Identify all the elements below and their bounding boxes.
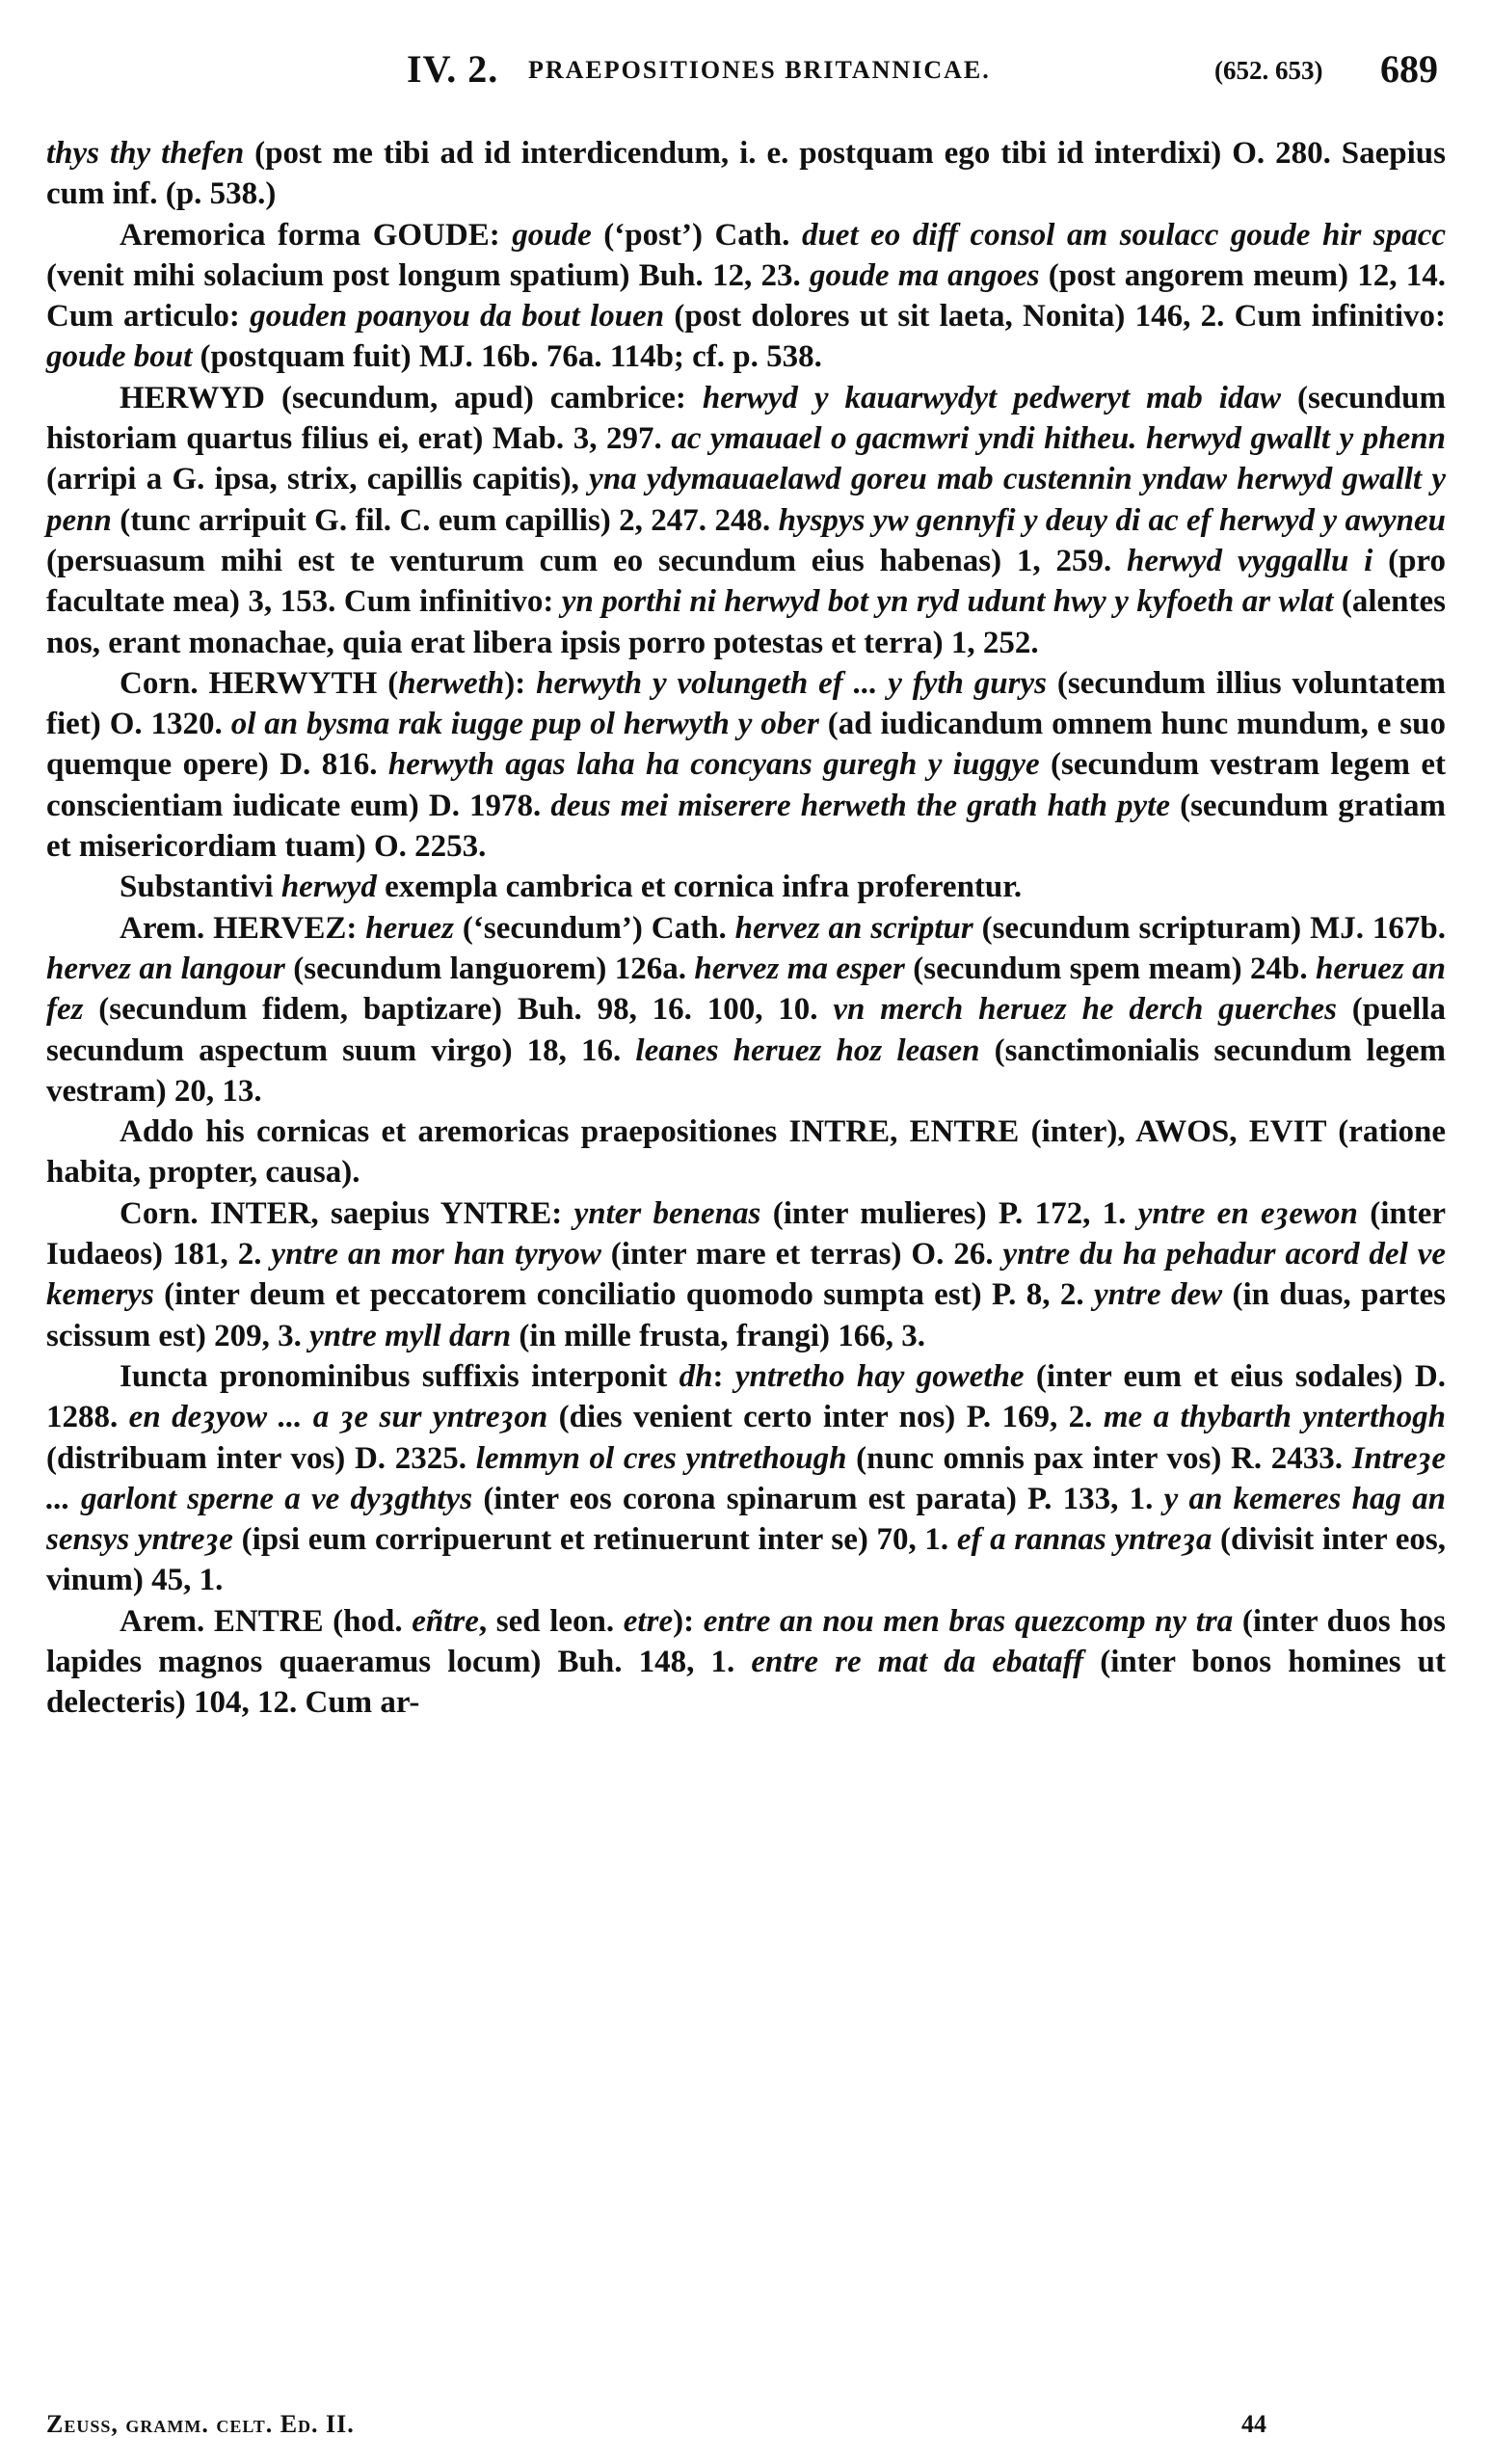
gloss-text: (pro facultate mea) 3, 153. Cum infinitivo:	[46, 543, 1446, 620]
gloss-text: (inter eos corona spinarum est parata) P. 133, 1.	[472, 1481, 1164, 1516]
example-text: ol an bysma rak iugge pup ol herwyth y ober	[230, 707, 819, 742]
example-text: yn porthi ni herwyd bot yn ryd udunt hwy y kyfoeth ar wlat	[561, 584, 1334, 620]
gloss-text: Corn. INTER, saepius YNTRE:	[120, 1195, 574, 1231]
paragraph	[46, 1193, 1446, 1356]
gloss-text: (‘post’) Cath.	[591, 217, 802, 253]
example-text: hervez ma esper	[694, 951, 905, 986]
example-text: me a thybarth ynterthogh	[1103, 1400, 1446, 1435]
gloss-text: (postquam fuit) MJ. 16b. 76a. 114b; cf. p. 538.	[192, 339, 822, 375]
paragraph	[46, 867, 1446, 907]
example-text: yntretho hay gowethe	[734, 1358, 1025, 1394]
gloss-text: (inter Iudaeos) 181, 2.	[46, 1195, 1446, 1272]
gloss-text: (venit mihi solacium post longum spatium) Buh. 12, 23.	[46, 257, 810, 293]
example-text: yntre du ha pehadur acord del ve kemerys	[46, 1237, 1446, 1313]
example-text: hervez an langour	[46, 951, 285, 986]
example-text: heruez	[365, 910, 454, 946]
running-header	[46, 46, 1446, 104]
gloss-text: (dies venient certo inter nos) P. 169, 2.	[547, 1400, 1104, 1435]
gloss-text: , sed leon.	[478, 1603, 624, 1639]
gloss-text: Arem. ENTRE (hod.	[120, 1603, 413, 1639]
example-text: herwyth y volungeth ef ... y fyth gurys	[536, 665, 1047, 701]
example-text: yntre dew	[1093, 1277, 1223, 1313]
gloss-text: (inter bonos homines ut delecteris) 104, 12. Cum ar-	[46, 1644, 1447, 1721]
gloss-text: ):	[504, 665, 537, 701]
gloss-text: (alentes nos, erant monachae, quia erat libera ipsis porro potestas et terra) 1, 252.	[46, 584, 1447, 660]
example-text: yna ydymauaelawd goreu mab custennin yndaw herwyd gwallt y penn	[46, 462, 1446, 538]
gloss-text: (post me tibi ad id interdicendum, i. e. postquam ego tibi id interdixi) O. 280. Saepius cum inf. (p. 538.)	[46, 136, 1446, 212]
original-page-reference: (652. 653)	[1214, 56, 1323, 85]
page-number: 689	[1380, 47, 1438, 91]
example-text: goude bout	[46, 339, 193, 375]
example-text: hervez an scriptur	[734, 910, 973, 946]
gloss-text: (secundum illius voluntatem fiet) O. 1320.	[46, 665, 1447, 742]
gloss-text: (ipsi eum corripuerunt et retinuerunt inter se) 70, 1.	[232, 1522, 957, 1558]
gloss-text: (distribuam inter vos) D. 2325.	[46, 1440, 476, 1476]
gloss-text: (persuasum mihi est te venturum cum eo secundum eius habenas) 1, 259.	[46, 543, 1128, 578]
signature-number: 44	[1241, 2410, 1266, 2438]
page-footer	[46, 2410, 1446, 2449]
example-text: ac ymauael o gacmwri yndi hitheu. herwyd gwallt y phenn	[671, 421, 1446, 457]
example-text: leanes heruez hoz leasen	[635, 1032, 980, 1068]
book-page	[46, 0, 1446, 2464]
gloss-text: (inter mulieres) P. 172, 1.	[760, 1195, 1138, 1231]
gloss-text: :	[712, 1358, 735, 1394]
gloss-text: Arem. HERVEZ:	[120, 910, 366, 946]
paragraph	[46, 663, 1446, 867]
gloss-text: (inter mare et terras) O. 26.	[600, 1237, 1003, 1272]
example-text: Intreȝe ... garlont sperne a ve dyȝgthtys	[46, 1440, 1446, 1516]
gloss-text: (secundum scripturam) MJ. 167b.	[972, 910, 1446, 946]
gloss-text: (post angorem meum) 12, 14. Cum articulo:	[46, 257, 1446, 335]
example-text: duet eo diff consol am soulacc goude hir spacc	[801, 217, 1447, 253]
gloss-text: (secundum fidem, baptizare) Buh. 98, 16. 100, 10.	[83, 992, 834, 1028]
gloss-text: (arripi a G. ipsa, strix, capillis capitis),	[46, 462, 590, 497]
example-text: lemmyn ol cres yntrethough	[475, 1440, 847, 1476]
running-title: PRAEPOSITIONES BRITANNICAE.	[528, 56, 991, 84]
paragraph	[46, 1356, 1446, 1601]
example-text: yntre myll darn	[309, 1318, 512, 1353]
gloss-text: (nunc omnis pax inter vos) R. 2433.	[846, 1440, 1352, 1476]
gloss-text: (tunc arripuit G. fil. C. eum capillis) 2, 247. 248.	[111, 502, 779, 538]
paragraph	[46, 1111, 1446, 1193]
gloss-text: (secundum gratiam et misericordiam tuam) O. 2253.	[46, 788, 1446, 865]
gloss-text: (puella secundum aspectum suum virgo) 18, 16.	[46, 992, 1446, 1068]
gloss-text: Corn. HERWYTH (	[120, 665, 399, 701]
gloss-text: (inter eum et eius sodales) D. 1288.	[46, 1358, 1446, 1435]
example-text: entre re mat da ebataff	[751, 1644, 1084, 1679]
example-text: y an kemeres hag an sensys yntreȝe	[46, 1481, 1447, 1558]
gloss-text: Substantivi	[120, 870, 281, 905]
example-text: entre an nou men bras quezcomp ny tra	[703, 1603, 1234, 1639]
example-text: herwyd	[280, 870, 377, 905]
example-text: hyspys yw gennyfi y deuy di ac ef herwyd y awyneu	[778, 502, 1446, 538]
example-text: vn merch heruez he derch guerches	[833, 992, 1337, 1028]
paragraph	[46, 1601, 1446, 1724]
example-text: heruez an fez	[46, 951, 1446, 1028]
body-text	[46, 133, 1446, 1724]
paragraph	[46, 908, 1446, 1111]
example-text: en deȝyow ... a ȝe sur yntreȝon	[128, 1400, 548, 1435]
gloss-text: (secundum spem meam) 24b.	[904, 951, 1317, 986]
paragraph	[46, 215, 1446, 378]
gloss-text: Aremorica forma GOUDE:	[120, 217, 513, 253]
example-text: herwyd y kauarwydyt pedweryt mab idaw	[702, 380, 1281, 415]
section-number: IV. 2.	[407, 47, 499, 91]
paragraph	[46, 133, 1446, 215]
gloss-text: (post dolores ut sit laeta, Nonita) 146, 2. Cum infinitivo:	[664, 299, 1446, 335]
example-text: yntre an mor han tyryow	[271, 1237, 601, 1272]
example-text: thys thy thefen	[46, 136, 245, 171]
gloss-text: (sanctimonialis secundum legem vestram) 20, 13.	[46, 1032, 1447, 1109]
gloss-text: (in mille frusta, frangi) 166, 3.	[511, 1318, 926, 1353]
example-text: etre	[623, 1603, 674, 1639]
gloss-text: (‘secundum’) Cath.	[453, 910, 735, 946]
example-text: deus mei miserere herweth the grath hath pyte	[550, 788, 1170, 823]
gloss-text: Iuncta pronominibus suffixis interponit	[120, 1358, 679, 1394]
gloss-text: (secundum historiam quartus filius ei, erat) Mab. 3, 297.	[46, 380, 1446, 457]
example-text: goude ma angoes	[810, 257, 1040, 293]
signature-line: Zeuss, gramm. celt. Ed. II.	[46, 2410, 355, 2438]
gloss-text: (in duas, partes scissum est) 209, 3.	[46, 1277, 1446, 1353]
gloss-text: (inter duos hos lapides magnos quaeramus locum) Buh. 148, 1.	[46, 1603, 1446, 1679]
gloss-text: exempla cambrica et cornica infra proferentur.	[376, 870, 1023, 905]
gloss-text: Addo his cornicas et aremoricas praepositiones INTRE, ENTRE (inter), AWOS, EVIT (ratione habita, propter, causa).	[46, 1114, 1446, 1191]
example-text: goude	[512, 217, 592, 253]
example-text: yntre en eȝewon	[1137, 1195, 1358, 1231]
gloss-text: (divisit inter eos, vinum) 45, 1.	[46, 1522, 1446, 1598]
example-text: dh	[679, 1358, 713, 1394]
gloss-text: (inter deum et peccatorem conciliatio quomodo sumpta est) P. 8, 2.	[153, 1277, 1094, 1313]
gloss-text: (ad iudicandum omnem hunc mundum, e suo quemque opere) D. 816.	[46, 707, 1446, 783]
example-text: ynter benenas	[573, 1195, 761, 1231]
example-text: ef a rannas yntreȝa	[956, 1522, 1212, 1558]
example-text: herwyd vyggallu i	[1127, 543, 1373, 578]
gloss-text: (secundum languorem) 126a.	[284, 951, 695, 986]
example-text: eñtre	[412, 1603, 479, 1639]
gloss-text: (secundum vestram legem et conscientiam iudicate eum) D. 1978.	[46, 747, 1446, 823]
gloss-text: HERWYD (secundum, apud) cambrice:	[120, 380, 703, 415]
gloss-text: ):	[673, 1603, 704, 1639]
paragraph	[46, 378, 1446, 663]
example-text: herweth	[398, 665, 505, 701]
example-text: herwyth agas laha ha concyans guregh y iuggye	[387, 747, 1040, 783]
example-text: gouden poanyou da bout louen	[250, 299, 665, 335]
